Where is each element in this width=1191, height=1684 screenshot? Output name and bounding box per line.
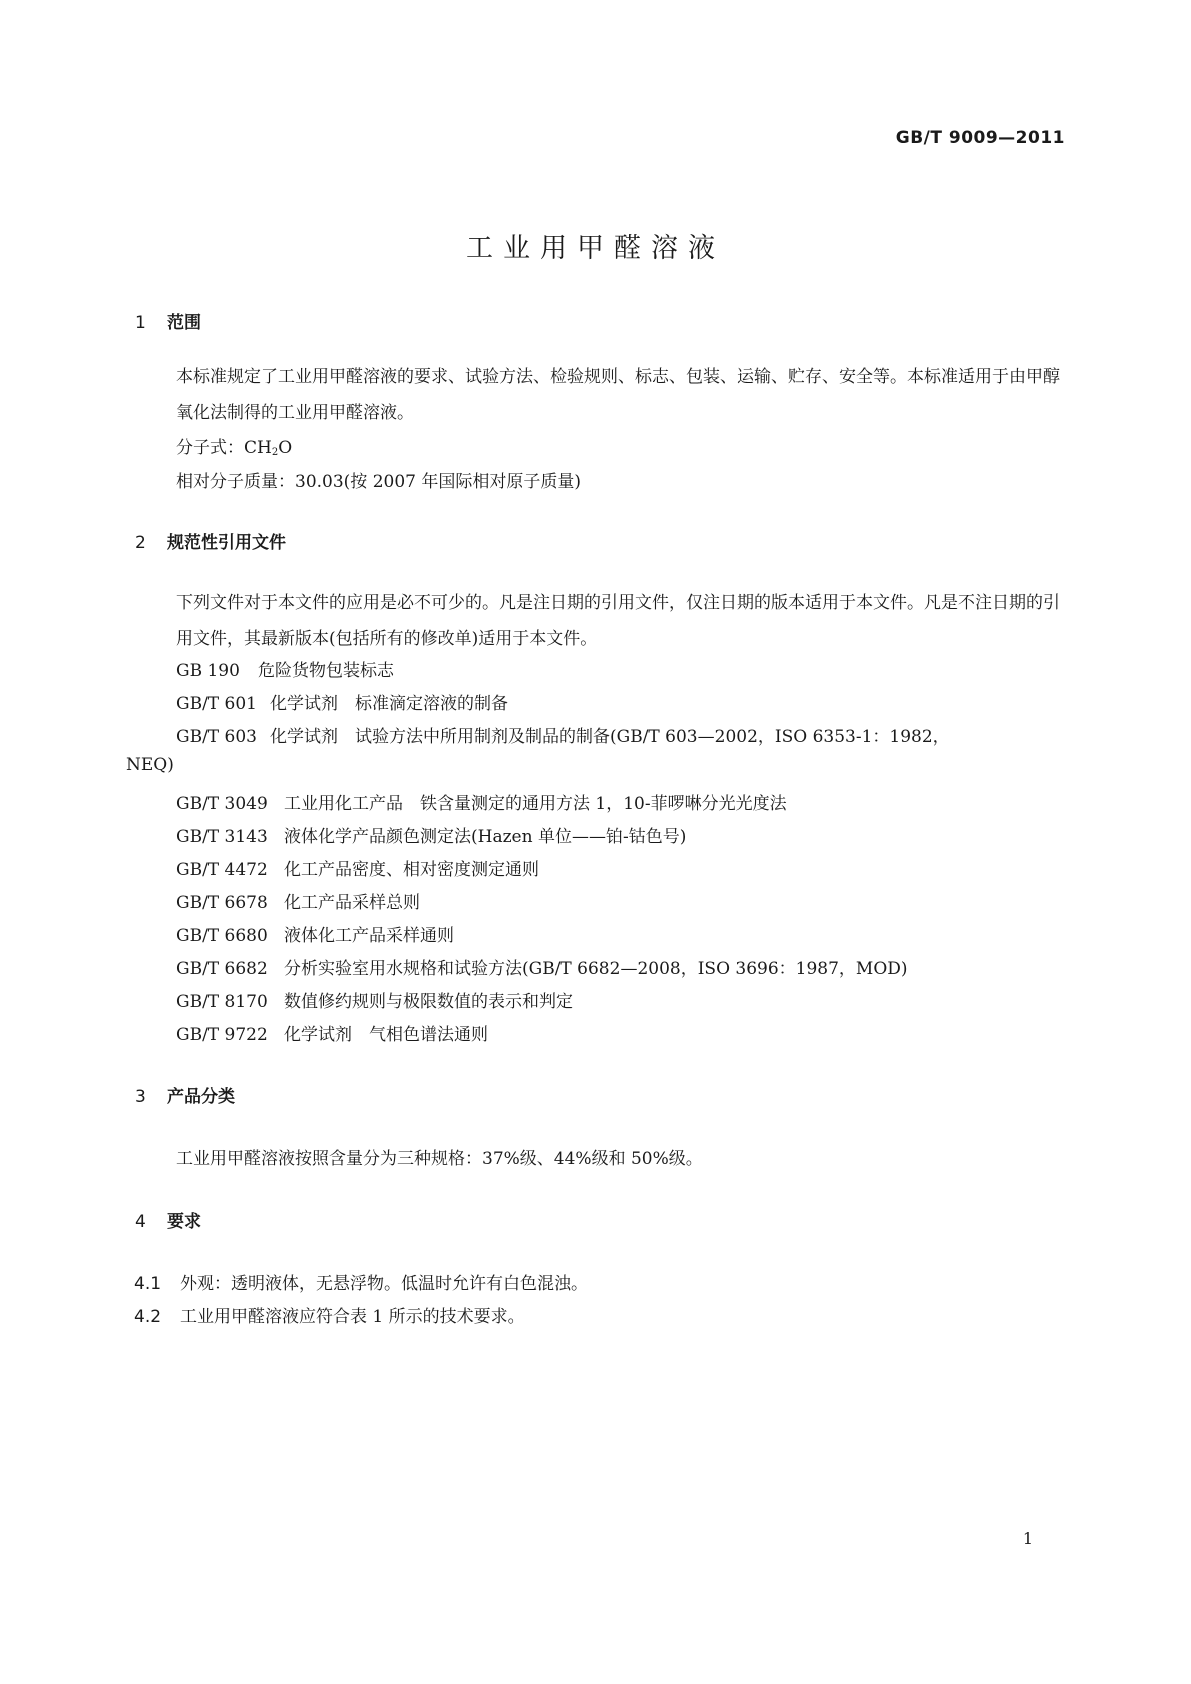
clause-number: 4.1 <box>134 1274 162 1294</box>
paragraph-text: 下列文件对于本文件的应用是必不可少的。凡是注日期的引用文件，仅注日期的版本适用于本文件。凡是不注日期的引用文件，其最新版本(包括所有的修改单)适用于本文件。 <box>176 593 1060 649</box>
reference-title: 分析实验室用水规格和试验方法(GB/T 6682—2008，ISO 3696：1987，MOD) <box>284 959 908 979</box>
reference-item <box>176 987 573 1012</box>
section-1-paragraph <box>133 359 1068 431</box>
reference-item <box>176 954 908 979</box>
clause-text: 工业用甲醛溶液应符合表 1 所示的技术要求。 <box>180 1307 525 1327</box>
section-4-heading <box>135 1207 201 1232</box>
reference-continuation: NEQ) <box>126 755 174 775</box>
paragraph-text: 本标准规定了工业用甲醛溶液的要求、试验方法、检验规则、标志、包装、运输、贮存、安全等。本标准适用于由甲醇氧化法制得的工业用甲醛溶液。 <box>176 367 1060 423</box>
document-title: 工业用甲醛溶液 <box>466 233 725 264</box>
clause-4-2 <box>134 1302 525 1327</box>
clause-4-1 <box>134 1269 588 1294</box>
section-3-paragraph: 工业用甲醛溶液按照含量分为三种规格：37%级、44%级和 50%级。 <box>176 1149 703 1169</box>
section-2-heading <box>135 528 286 553</box>
reference-code: GB/T 8170 <box>176 992 268 1012</box>
reference-item <box>176 689 508 714</box>
molecular-formula <box>176 433 292 458</box>
reference-code: GB/T 3143 <box>176 827 268 847</box>
reference-title: 液体化工产品采样通则 <box>284 926 454 946</box>
reference-code: GB/T 603 <box>176 727 257 747</box>
clause-text: 外观：透明液体，无悬浮物。低温时允许有白色混浊。 <box>180 1274 588 1294</box>
reference-code: GB/T 6680 <box>176 926 268 946</box>
molar-mass: 相对分子质量：30.03(按 2007 年国际相对原子质量) <box>176 472 582 492</box>
reference-code: GB/T 601 <box>176 694 257 714</box>
reference-title: 化工产品密度、相对密度测定通则 <box>284 860 539 880</box>
reference-title: 工业用化工产品 铁含量测定的通用方法 1，10-菲啰啉分光光度法 <box>284 794 787 814</box>
section-number: 1 <box>135 313 146 333</box>
reference-item <box>176 1020 488 1045</box>
reference-code: GB 190 <box>176 661 240 681</box>
formula-tail: O <box>278 438 293 458</box>
formula-label: 分子式：CH <box>176 438 272 458</box>
page-number: 1 <box>1022 1529 1033 1548</box>
reference-code: GB/T 4472 <box>176 860 268 880</box>
reference-item <box>176 722 950 747</box>
reference-title: 液体化学产品颜色测定法(Hazen 单位——铂-钴色号) <box>284 827 687 847</box>
reference-title: 化学试剂 标准滴定溶液的制备 <box>270 694 508 714</box>
reference-item <box>176 789 787 814</box>
section-3-heading <box>135 1082 235 1107</box>
section-1-heading <box>135 308 201 333</box>
section-number: 2 <box>135 533 146 553</box>
standard-number: GB/T 9009—2011 <box>895 128 1065 148</box>
reference-title: 危险货物包装标志 <box>258 661 394 681</box>
clause-number: 4.2 <box>134 1307 162 1327</box>
reference-item <box>176 656 394 681</box>
section-number: 3 <box>135 1087 146 1107</box>
reference-item <box>176 888 420 913</box>
reference-item <box>176 855 539 880</box>
section-title: 规范性引用文件 <box>167 533 286 553</box>
section-title: 产品分类 <box>167 1087 235 1107</box>
formula-subscript: 2 <box>271 447 279 458</box>
reference-item <box>176 921 454 946</box>
reference-code: GB/T 6682 <box>176 959 268 979</box>
reference-title: 化学试剂 试验方法中所用制剂及制品的制备(GB/T 603—2002，ISO 6353-1：1982， <box>270 727 950 747</box>
reference-title: 化学试剂 气相色谱法通则 <box>284 1025 488 1045</box>
section-2-paragraph <box>133 585 1068 657</box>
reference-code: GB/T 6678 <box>176 893 268 913</box>
reference-code: GB/T 9722 <box>176 1025 268 1045</box>
section-title: 范围 <box>167 313 201 333</box>
reference-title: 化工产品采样总则 <box>284 893 420 913</box>
reference-title: 数值修约规则与极限数值的表示和判定 <box>284 992 573 1012</box>
section-number: 4 <box>135 1212 146 1232</box>
reference-item <box>176 822 686 847</box>
reference-code: GB/T 3049 <box>176 794 268 814</box>
section-title: 要求 <box>167 1212 201 1232</box>
